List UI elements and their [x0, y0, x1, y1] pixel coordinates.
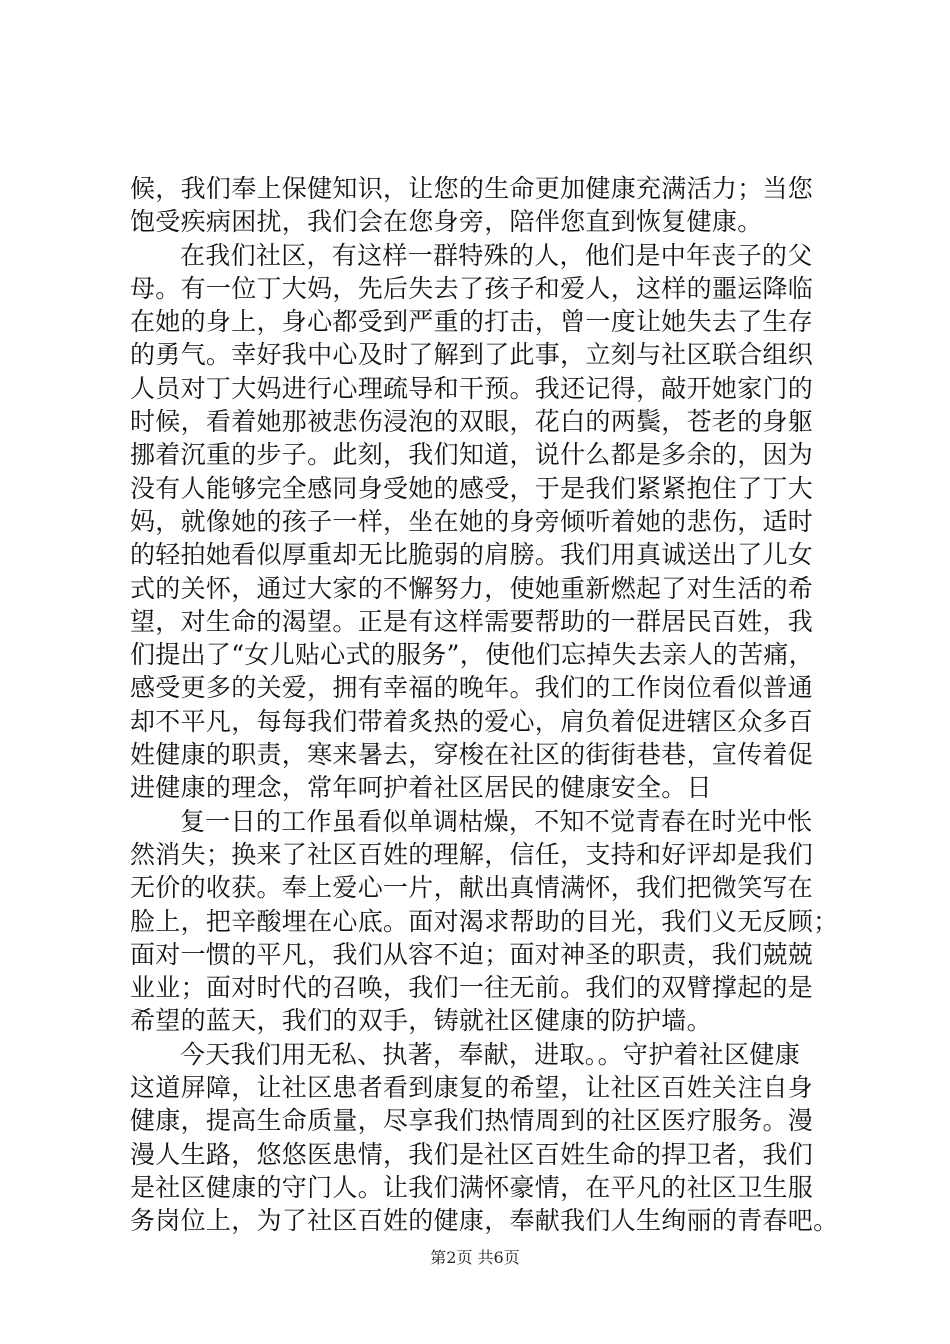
text-line: 复一日的工作虽看似单调枯燥，不知不觉青春在时光中怅: [180, 806, 813, 836]
text-line: 妈，就像她的孩子一样，坐在她的身旁倾听着她的悲伤，适时: [130, 506, 814, 536]
text-line: 在我们社区，有这样一群特殊的人，他们是中年丧子的父: [180, 240, 813, 270]
text-line: 健康，提高生命质量，尽享我们热情周到的社区医疗服务。漫: [130, 1106, 814, 1136]
text-line: 今天我们用无私、执著，奉献，进取。。守护着社区健康: [180, 1039, 801, 1069]
text-line: 人员对丁大妈进行心理疏导和干预。我还记得，敲开她家门的: [130, 373, 814, 403]
text-line: 然消失；换来了社区百姓的理解，信任，支持和好评却是我们: [130, 839, 814, 869]
text-line: 的轻拍她看似厚重却无比脆弱的肩膀。我们用真诚送出了儿女: [130, 540, 814, 570]
text-line: 脸上，把辛酸埋在心底。面对渴求帮助的目光，我们义无反顾；: [130, 906, 839, 936]
text-line: 这道屏障，让社区患者看到康复的希望，让社区百姓关注自身: [130, 1073, 814, 1103]
text-line: 候，我们奉上保健知识，让您的生命更加健康充满活力；当您: [130, 174, 814, 203]
text-line: 务岗位上，为了社区百姓的健康，奉献我们人生绚丽的青春吧。: [130, 1206, 839, 1236]
text-line: 进健康的理念，常年呵护着社区居民的健康安全。日: [130, 773, 712, 803]
text-line: 姓健康的职责，寒来暑去，穿梭在社区的街街巷巷，宣传着促: [130, 740, 814, 770]
text-line: 是社区健康的守门人。让我们满怀豪情，在平凡的社区卫生服: [130, 1172, 814, 1202]
text-line: 业业；面对时代的召唤，我们一往无前。我们的双臂撑起的是: [130, 973, 814, 1003]
text-line: 挪着沉重的步子。此刻，我们知道，说什么都是多余的，因为: [130, 440, 814, 470]
text-line: 却不平凡，每每我们带着炙热的爱心，肩负着促进辖区众多百: [130, 706, 814, 736]
text-line: 式的关怀，通过大家的不懈努力，使她重新燃起了对生活的希: [130, 573, 814, 603]
text-line: 感受更多的关爱，拥有幸福的晚年。我们的工作岗位看似普通: [130, 673, 814, 703]
text-line: 漫人生路，悠悠医患情，我们是社区百姓生命的捍卫者，我们: [130, 1139, 814, 1169]
text-line: 时候，看着她那被悲伤浸泡的双眼，花白的两鬓，苍老的身躯: [130, 407, 814, 437]
document-body: [130, 172, 839, 1238]
text-line: 希望的蓝天，我们的双手，铸就社区健康的防护墙。: [130, 1006, 712, 1036]
text-line: 没有人能够完全感同身受她的感受，于是我们紧紧抱住了丁大: [130, 473, 814, 503]
text-line: 无价的收获。奉上爱心一片，献出真情满怀，我们把微笑写在: [130, 873, 814, 903]
text-line: 在她的身上，身心都受到严重的打击，曾一度让她失去了生存: [130, 307, 814, 337]
page-footer: 第2页 共6页: [430, 1248, 520, 1267]
text-line: 饱受疾病困扰，我们会在您身旁，陪伴您直到恢复健康。: [130, 207, 763, 237]
text-line: 们提出了“女儿贴心式的服务”，使他们忘掉失去亲人的苦痛，: [130, 640, 814, 670]
text-line: 望，对生命的渴望。正是有这样需要帮助的一群居民百姓，我: [130, 606, 814, 636]
text-line: 的勇气。幸好我中心及时了解到了此事，立刻与社区联合组织: [130, 340, 814, 370]
text-line: 母。有一位丁大妈，先后失去了孩子和爱人，这样的噩运降临: [130, 273, 814, 303]
text-line: 面对一惯的平凡，我们从容不迫；面对神圣的职责，我们兢兢: [130, 939, 814, 969]
